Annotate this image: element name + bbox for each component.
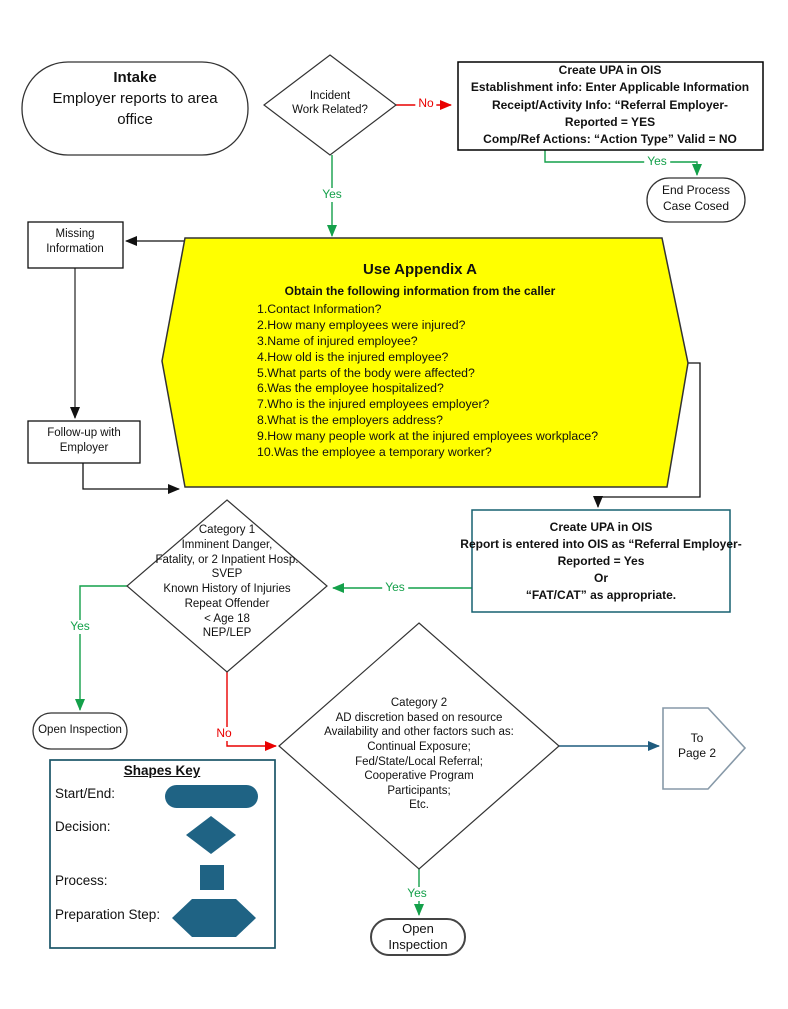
shapes-key-row-preparation: Preparation Step: [55,907,161,922]
appendix-title: Use Appendix A [363,261,477,278]
key-process-square-icon [200,865,224,890]
category1-line: Known History of Injuries [163,583,291,595]
category1-line: Imminent Danger, [181,539,273,551]
yes-label: Yes [67,620,93,634]
incident-line: Incident [309,90,351,102]
category2-line: Etc. [409,799,429,811]
upa2-line: Report is entered into OIS as “Referral Employer- [460,537,742,551]
to-page2-line: To [690,731,704,745]
upa2-line: “FAT/CAT” as appropriate. [525,588,677,602]
connector-yes-upa1-to-endprocess [545,150,697,175]
category2-line: Fed/State/Local Referral; [355,756,483,768]
upa1-line: Establishment info: Enter Applicable Information [470,80,750,94]
upa1-line: Comp/Ref Actions: “Action Type” Valid = NO [483,132,737,146]
upa2-line: Create UPA in OIS [549,520,653,534]
no-label: No [213,727,234,741]
incident-line: Work Related? [292,104,368,116]
open-inspection-2-line: Inspection [388,937,448,952]
category1-line: SVEP [211,568,243,580]
category2-line: Continual Exposure; [367,741,471,753]
yes-label: Yes [644,155,670,169]
category1-line: Repeat Offender [184,598,270,610]
no-label: No [415,97,436,111]
end-process-line: End Process [661,183,731,197]
shapes-key-row-process: Process: [55,873,108,888]
intake-title: Intake [113,69,157,86]
category1-line: Fatality, or 2 Inpatient Hosp. [155,554,299,566]
appendix-subtitle: Obtain the following information from the caller [284,284,556,298]
category1-line: Category 1 [198,524,256,536]
connector-followup-to-appendix [83,463,179,489]
shapes-key-row-start-end: Start/End: [55,786,116,801]
upa1-line: Receipt/Activity Info: “Referral Employer- [491,98,729,112]
category1-line: < Age 18 [204,613,250,625]
appendix-item: 3.Name of injured employee? [257,334,418,348]
to-page2-line: Page 2 [677,746,717,760]
open-inspection-2-line: Open [402,921,434,936]
appendix-item: 7.Who is the injured employees employer? [257,397,490,411]
appendix-item: 10.Was the employee a temporary worker? [257,445,492,459]
category2-line: Participants; [387,785,451,797]
followup-line: Follow-up with [47,427,121,439]
end-process-line: Case Cosed [662,199,730,213]
intake-line: Employer reports to area [52,90,218,107]
upa2-line: Reported = Yes [557,554,645,568]
category2-line: Availability and other factors such as: [324,726,514,738]
missing-info-line: Information [46,243,104,255]
shapes-key-title: Shapes Key [123,763,201,778]
key-start-end-stadium-icon [165,785,258,808]
category2-line: Category 2 [390,697,448,709]
intake-line: office [117,111,153,128]
appendix-item: 2.How many employees were injured? [257,318,466,332]
upa1-line: Reported = YES [564,115,656,129]
appendix-item: 8.What is the employers address? [257,413,443,427]
appendix-item: 6.Was the employee hospitalized? [257,381,444,395]
followup-line: Employer [59,442,109,454]
connector-yes-category1-to-open-inspection [80,586,127,710]
category2-line: AD discretion based on resource [335,712,503,724]
appendix-item: 1.Contact Information? [257,302,382,316]
category2-line: Cooperative Program [364,770,474,782]
upa1-line: Create UPA in OIS [558,63,662,77]
yes-label: Yes [319,188,345,202]
missing-info-line: Missing [55,228,95,240]
shapes-key-row-decision: Decision: [55,819,111,834]
yes-label: Yes [382,581,408,595]
appendix-item: 5.What parts of the body were affected? [257,366,475,380]
appendix-item: 4.How old is the injured employee? [257,350,449,364]
appendix-item: 9.How many people work at the injured employees workplace? [257,429,599,443]
yes-label: Yes [404,887,430,901]
open-inspection-1-label: Open Inspection [38,724,122,736]
category1-line: NEP/LEP [202,627,252,639]
upa2-line: Or [593,571,609,585]
